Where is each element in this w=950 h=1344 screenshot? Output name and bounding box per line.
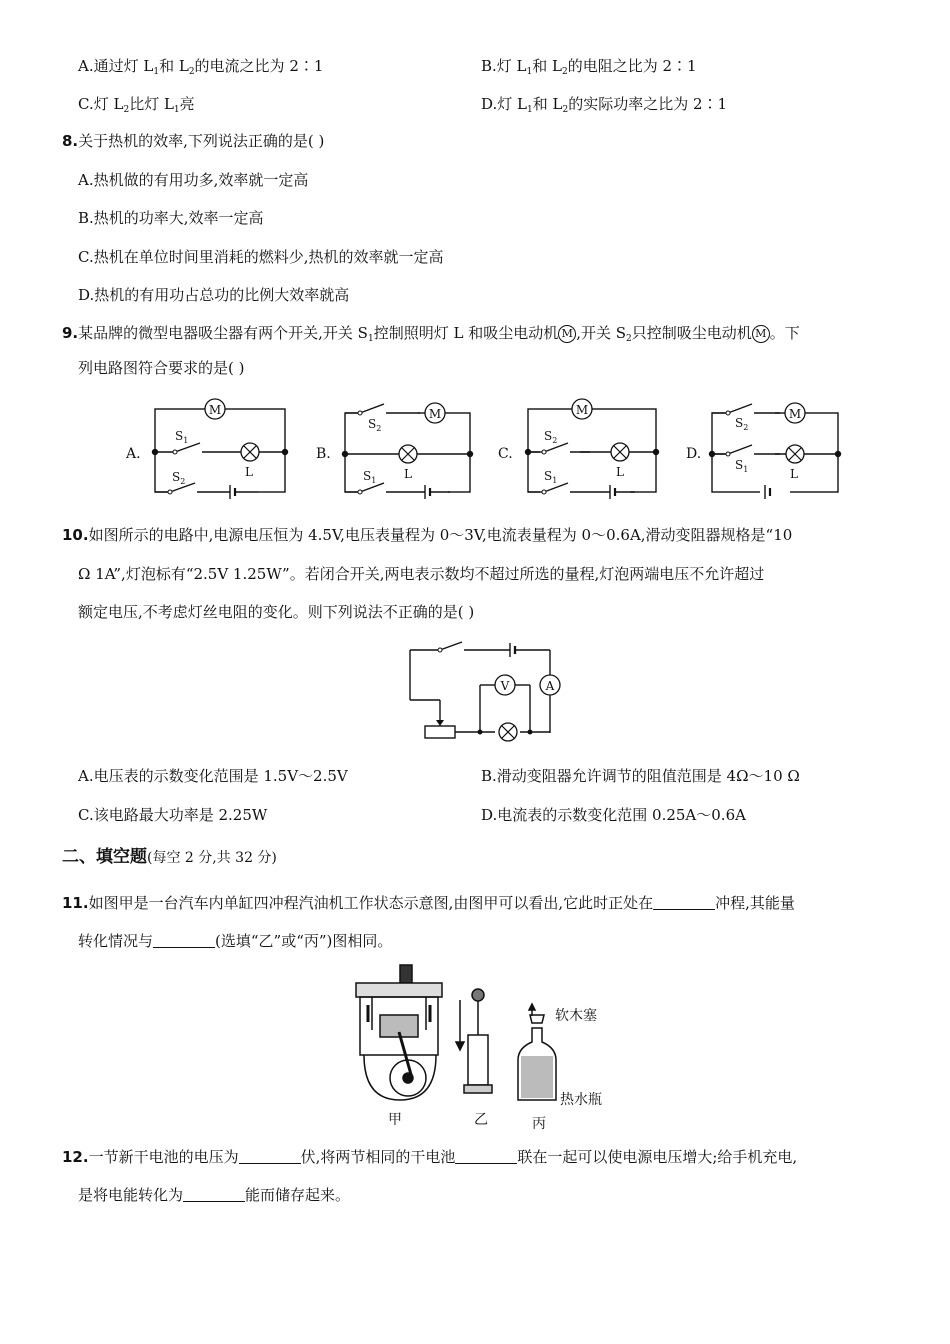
q7-option-c: C.灯 $L_2$比灯 $L_1$亮 [78,95,195,115]
motor-symbol: M [558,325,576,343]
q10-stem: 10.如图所示的电路中,电源电压恒为 4.5V,电压表量程为 0～3V,电流表量程为 0～0.6A,滑动变阻器规格是“10 [62,526,793,544]
switch-label: $S_2$ [368,417,382,433]
q7-option-b: B.灯 $L_1$和 $L_2$的电阻之比为 2∶1 [481,57,697,77]
lamp-label: L [404,467,412,481]
circuit-b-label: B. [316,446,331,462]
q9-circuit-diagrams [120,392,860,507]
answer-blank[interactable] [455,1149,517,1164]
q11-stem: 11.如图甲是一台汽车内单缸四冲程汽油机工作状态示意图,由图甲可以看出,它此时正处在 冲程,其能量 [62,894,795,912]
motor-letter: M [575,403,589,417]
motor-letter: M [428,407,442,421]
lamp-label: L [790,467,798,481]
q8-option-d: D.热机的有用功占总功的比例大效率就高 [78,286,350,304]
fire-piston [456,989,492,1093]
q10-option-a: A.电压表的示数变化范围是 1.5V～2.5V [78,767,348,785]
motor-letter: M [208,403,222,417]
figure-label-yi: 乙 [474,1112,488,1128]
answer-blank[interactable] [653,895,715,910]
q10-option-c: C.该电路最大功率是 2.25W [78,806,268,824]
q7-option-a: A.通过灯 $L_1$和 $L_2$的电流之比为 2∶1 [78,57,324,77]
cork-label: 软木塞 [555,1008,597,1024]
q12-stem-line2: 是将电能转化为 能而储存起来。 [78,1186,351,1204]
motor-symbol: M [752,325,770,343]
figure-label-jia: 甲 [388,1112,402,1128]
q10-circuit-diagram [400,640,580,750]
q9-stem: 9.某品牌的微型电器吸尘器有两个开关,开关 $S_1$控制照明灯 L 和吸尘电动机 M ,开关 $S_2$只控制吸尘电动机 M 。下 [62,324,800,344]
circuit-a-label: A. [126,446,141,462]
q9-stem-line2: 列电路图符合要求的是( ) [78,359,245,377]
q7-option-d: D.灯 $L_1$和 $L_2$的实际功率之比为 2∶1 [481,95,728,115]
flask-label: 热水瓶 [560,1092,602,1108]
switch-label: $S_1$ [363,469,377,485]
motor-letter: M [788,407,802,421]
q8-option-b: B.热机的功率大,效率一定高 [78,209,264,227]
q10-option-d: D.电流表的示数变化范围 0.25A～0.6A [481,806,746,824]
engine-cylinder [356,965,442,1100]
lamp-label: L [616,465,624,479]
q10-option-b: B.滑动变阻器允许调节的阻值范围是 4Ω～10 Ω [481,767,800,785]
switch-label: $S_1$ [175,429,189,445]
section-title: 二、填空题(每空 2 分,共 32 分) [62,847,277,867]
switch-label: $S_2$ [735,416,749,432]
q8-option-c: C.热机在单位时间里消耗的燃料少,热机的效率就一定高 [78,248,444,266]
circuit-c-label: C. [498,446,513,462]
switch-label: $S_1$ [735,458,749,474]
circuit-a-parts [155,399,259,499]
q12-stem: 12.一节新干电池的电压为 伏,将两节相同的干电池 联在一起可以使电源电压增大;给手机充电, [62,1148,798,1166]
switch-label: $S_2$ [544,429,558,445]
thermos-flask [518,1004,556,1100]
q8-stem: 8.关于热机的效率,下列说法正确的是( ) [62,132,325,150]
answer-blank[interactable] [153,933,215,948]
switch-label: $S_1$ [544,469,558,485]
ammeter-label: A [545,679,555,693]
figure-label-bing: 丙 [532,1116,546,1132]
switch-label: $S_2$ [172,470,186,486]
q11-stem-line2: 转化情况与 (选填“乙”或“丙”)图相同。 [78,932,393,950]
q11-engine-figure [350,960,620,1135]
q10-stem-line2: Ω 1A”,灯泡标有“2.5V 1.25W”。若闭合开关,两电表示数均不超过所选的量程,灯泡两端电压不允许超过 [78,565,765,583]
q10-stem-line3: 额定电压,不考虑灯丝电阻的变化。则下列说法不正确的是( ) [78,603,475,621]
answer-blank[interactable] [183,1187,245,1202]
voltmeter-label: V [500,679,510,693]
q8-option-a: A.热机做的有用功多,效率就一定高 [78,171,309,189]
circuit-d-label: D. [686,446,702,462]
answer-blank[interactable] [239,1149,301,1164]
lamp-label: L [245,465,253,479]
